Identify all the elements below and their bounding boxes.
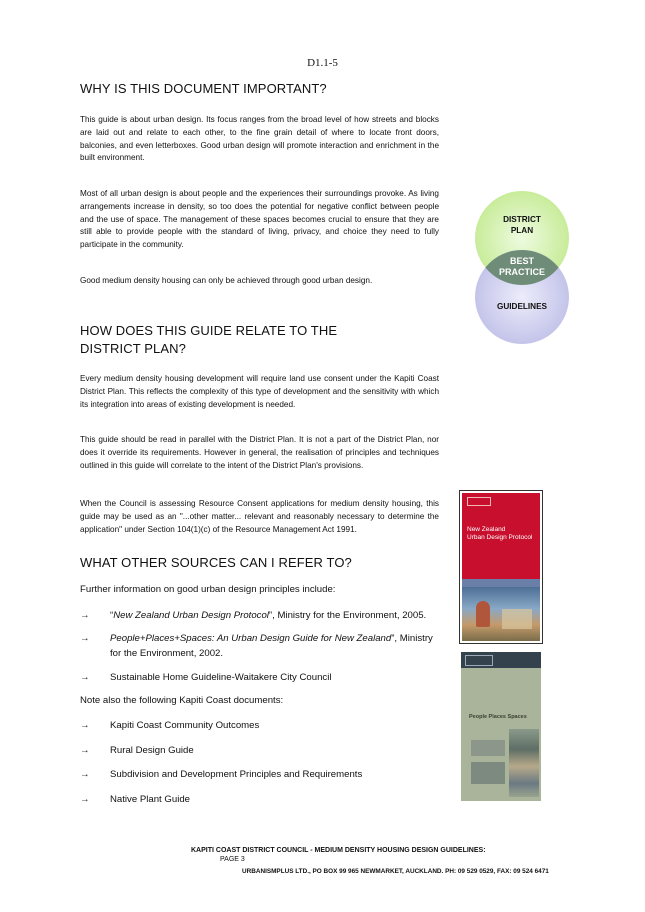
- cover-header-band: [461, 652, 541, 668]
- arrow-icon: →: [80, 794, 90, 805]
- source-rest: ”, Ministry for the Environment, 2005.: [268, 610, 427, 621]
- sources-intro: Further information on good urban design principles include:: [80, 584, 336, 595]
- arrow-icon: →: [80, 720, 90, 731]
- cover-photo-strip: [509, 729, 539, 797]
- source-rest: Sustainable Home Guideline-Waitakere City Council: [110, 672, 332, 683]
- cover-nz-urban-design-protocol: [459, 490, 543, 644]
- paragraph-district-plan-3: When the Council is assessing Resource Consent applications for medium density housing, this guide may be used as an "...other matter... relevant and reasonably necessary to determine the application" under Section 104(1)(c) of the Resource Management Act 1991.: [80, 499, 439, 534]
- heading-district-plan-line2: DISTRICT PLAN?: [80, 341, 186, 356]
- heading-district-plan-line1: HOW DOES THIS GUIDE RELATE TO THE: [80, 323, 338, 338]
- paragraph-district-plan-2: This guide should be read in parallel with the District Plan. It is not a part of the District Plan, nor does it override its requirements. However in general, the realisation of principles and techniques outlined in this guide will correlate to the intent of the District Plan's provisions.: [80, 435, 439, 470]
- paragraph-importance-1: This guide is about urban design. Its focus ranges from the broad level of how streets and blocks are laid out and relate to each other, to the fine grain detail of where to locate front doors, balconies, and even letterboxes. Good urban design will promote interaction and enrichment in the built environment.: [80, 115, 439, 163]
- footer-page-number: PAGE 3: [220, 856, 245, 863]
- paragraph-importance-3: Good medium density housing can only be achieved through good urban design.: [80, 276, 373, 285]
- kapiti-item-label: Rural Design Guide: [110, 745, 194, 756]
- ministry-logo: [467, 497, 491, 506]
- arrow-icon: →: [80, 672, 90, 683]
- source-title: People+Places+Spaces: An Urban Design Guide for New Zealand: [110, 633, 392, 644]
- cover-red-panel: [462, 493, 540, 579]
- heading-sources: WHAT OTHER SOURCES CAN I REFER TO?: [80, 555, 352, 570]
- ministry-logo: [465, 655, 493, 666]
- footer-title: KAPITI COAST DISTRICT COUNCIL - MEDIUM DENSITY HOUSING DESIGN GUIDELINES:: [191, 847, 486, 854]
- cover-title: New Zealand Urban Design Protocol: [467, 526, 533, 541]
- cover-people-places-spaces: [461, 652, 541, 801]
- kapiti-item-label: Subdivision and Development Principles and Requirements: [110, 769, 363, 780]
- paragraph-district-plan-1: Every medium density housing development will require land use consent under the Kapiti Coast District Plan. This reflects the complexity of this type of development and the sensitivity with which its integration into areas of existing development is needed.: [80, 374, 439, 409]
- quote-open: “: [110, 610, 114, 621]
- arrow-icon: →: [80, 769, 90, 780]
- cover-title: People Places Spaces: [469, 714, 527, 720]
- footer-contact: URBANISMPLUS LTD., PO BOX 99 965 NEWMARKET, AUCKLAND. PH: 09 529 0529, FAX: 09 524 6471: [242, 868, 549, 875]
- heading-district-plan: [80, 322, 337, 358]
- source-title: New Zealand Urban Design Protocol: [113, 610, 269, 621]
- kapiti-item-label: Native Plant Guide: [110, 794, 190, 805]
- document-reference: D1.1-5: [307, 57, 338, 69]
- heading-importance: WHY IS THIS DOCUMENT IMPORTANT?: [80, 81, 327, 96]
- kapiti-item-label: Kapiti Coast Community Outcomes: [110, 720, 260, 731]
- cover-photo: [462, 587, 540, 641]
- arrow-icon: →: [80, 745, 90, 756]
- arrow-icon: →: [80, 633, 90, 644]
- venn-label-top: DISTRICT PLAN: [503, 215, 541, 235]
- venn-label-middle: BEST PRACTICE: [498, 256, 545, 277]
- source-rest: ”, Ministry for the Environment, 2002.: [110, 633, 433, 659]
- kapiti-note: Note also the following Kapiti Coast documents:: [80, 695, 284, 706]
- paragraph-importance-2: Most of all urban design is about people and the experiences their surroundings provoke. As living arrangements increase in density, so too does the potential for negative conflict between people and the use of space. The management of these spaces becomes crucial to ensure that they are still able to provide people with the standard of living, privacy, and choice they need to fully participate in the community.: [80, 189, 439, 250]
- venn-label-bottom: GUIDELINES: [496, 302, 548, 311]
- arrow-icon: →: [80, 610, 90, 621]
